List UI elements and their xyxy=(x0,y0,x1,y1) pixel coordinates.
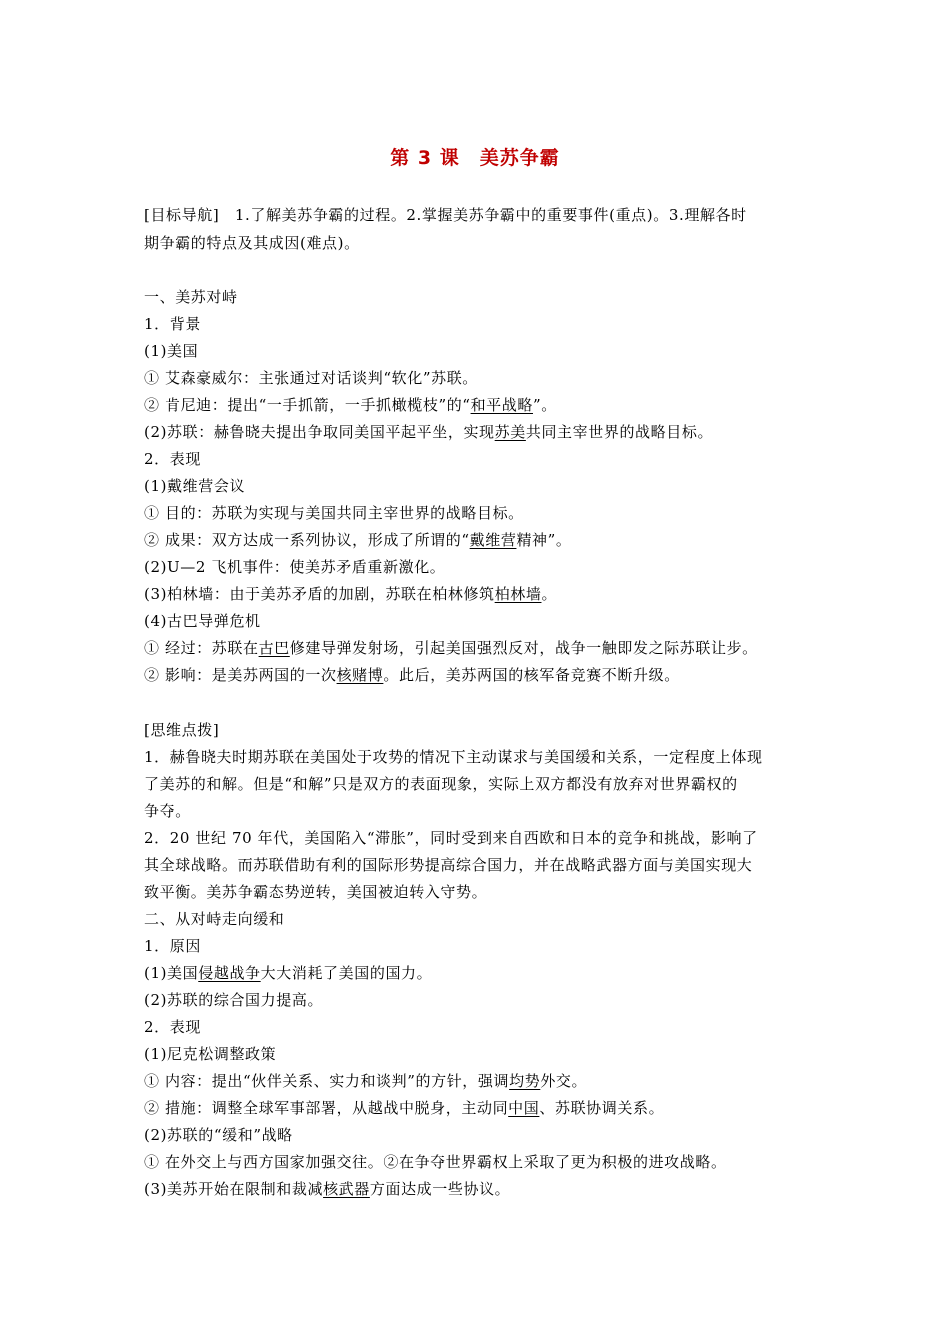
soviet-detente-heading: (2)苏联的“缓和”战略 xyxy=(144,1126,293,1144)
nixon-content: ① 内容：提出“伙伴关系、实力和谈判”的方针，强调均势外交。 xyxy=(144,1072,588,1090)
soviet-detente-points: ① 在外交上与西方国家加强交往。②在争夺世界霸权上采取了更为积极的进攻战略。 xyxy=(144,1153,727,1171)
berlin-wall: (3)柏林墙：由于美苏矛盾的加剧，苏联在柏林修筑柏林墙。 xyxy=(144,585,558,603)
blank-answer: 苏美 xyxy=(494,423,526,441)
blank-answer: 核武器 xyxy=(323,1180,370,1198)
cuba-crisis-process: ① 经过：苏联在古巴修建导弹发射场，引起美国强烈反对，战争一触即发之际苏联让步。 xyxy=(144,639,758,657)
tips-p2-line-1: 2．20 世纪 70 年代，美国陷入“滞胀”，同时受到来自西欧和日本的竞争和挑战，影响了 xyxy=(144,829,758,847)
nixon-measures: ② 措施：调整全球军事部署，从越战中脱身，主动同中国、苏联协调关系。 xyxy=(144,1099,665,1117)
background-title: 1．背景 xyxy=(144,315,201,333)
goal-line-2: 期争霸的特点及其成因(难点)。 xyxy=(144,234,360,252)
tips-p1-line-3: 争夺。 xyxy=(144,802,191,820)
performance-title-2: 2．表现 xyxy=(144,1018,201,1036)
tips-p2-line-3: 致平衡。美苏争霸态势逆转，美国被迫转入守势。 xyxy=(144,883,488,901)
section-2-heading: 二、从对峙走向缓和 xyxy=(144,910,285,928)
us-point-2: ② 肯尼迪：提出“一手抓箭，一手抓橄榄枝”的“和平战略”。 xyxy=(144,396,557,414)
nixon-heading: (1)尼克松调整政策 xyxy=(144,1045,277,1063)
blank-answer: 戴维营 xyxy=(469,531,517,549)
blank-answer: 侵越战争 xyxy=(198,964,261,982)
soviet-background: (2)苏联：赫鲁晓夫提出争取同美国平起平坐，实现苏美共同主宰世界的战略目标。 xyxy=(144,423,714,441)
goal-line-1: [目标导航] 1.了解美苏争霸的过程。2.掌握美苏争霸中的重要事件(重点)。3.理解各时 xyxy=(144,206,747,224)
blank-answer: 均势 xyxy=(509,1072,541,1090)
reason-2: (2)苏联的综合国力提高。 xyxy=(144,991,324,1009)
tips-p1-line-1: 1．赫鲁晓夫时期苏联在美国处于攻势的情况下主动谋求与美国缓和关系，一定程度上体现 xyxy=(144,748,763,766)
us-point-1: ① 艾森豪威尔：主张通过对话谈判“软化”苏联。 xyxy=(144,369,478,387)
u2-incident: (2)U—2 飞机事件：使美苏矛盾重新激化。 xyxy=(144,558,446,576)
camp-david-goal: ① 目的：苏联为实现与美国共同主宰世界的战略目标。 xyxy=(144,504,524,522)
section-1-heading: 一、美苏对峙 xyxy=(144,288,238,306)
blank-answer: 和平战略 xyxy=(470,396,533,414)
reason-title: 1．原因 xyxy=(144,937,201,955)
tips-heading: [思维点拨] xyxy=(144,721,220,739)
blank-answer: 核赌博 xyxy=(336,666,384,684)
page-title: 第 3 课 美苏争霸 xyxy=(390,147,560,169)
reason-1: (1)美国侵越战争大大消耗了美国的国力。 xyxy=(144,964,433,982)
cuba-crisis-impact: ② 影响：是美苏两国的一次核赌博。此后，美苏两国的核军备竞赛不断升级。 xyxy=(144,666,680,684)
tips-p2-line-2: 其全球战略。而苏联借助有利的国际形势提高综合国力，并在战略武器方面与美国实现大 xyxy=(144,856,753,874)
tips-p1-line-2: 了美苏的和解。但是“和解”只是双方的表面现象，实际上双方都没有放弃对世界霸权的 xyxy=(144,775,738,793)
blank-answer: 柏林墙 xyxy=(494,585,542,603)
us-heading: (1)美国 xyxy=(144,342,199,360)
cuba-crisis-heading: (4)古巴导弹危机 xyxy=(144,612,261,630)
camp-david-heading: (1)戴维营会议 xyxy=(144,477,246,495)
camp-david-result: ② 成果：双方达成一系列协议，形成了所谓的“戴维营精神”。 xyxy=(144,531,572,549)
blank-answer: 中国 xyxy=(508,1099,540,1117)
arms-agreement: (3)美苏开始在限制和裁减核武器方面达成一些协议。 xyxy=(144,1180,511,1198)
performance-title: 2．表现 xyxy=(144,450,201,468)
blank-answer: 古巴 xyxy=(258,639,290,657)
